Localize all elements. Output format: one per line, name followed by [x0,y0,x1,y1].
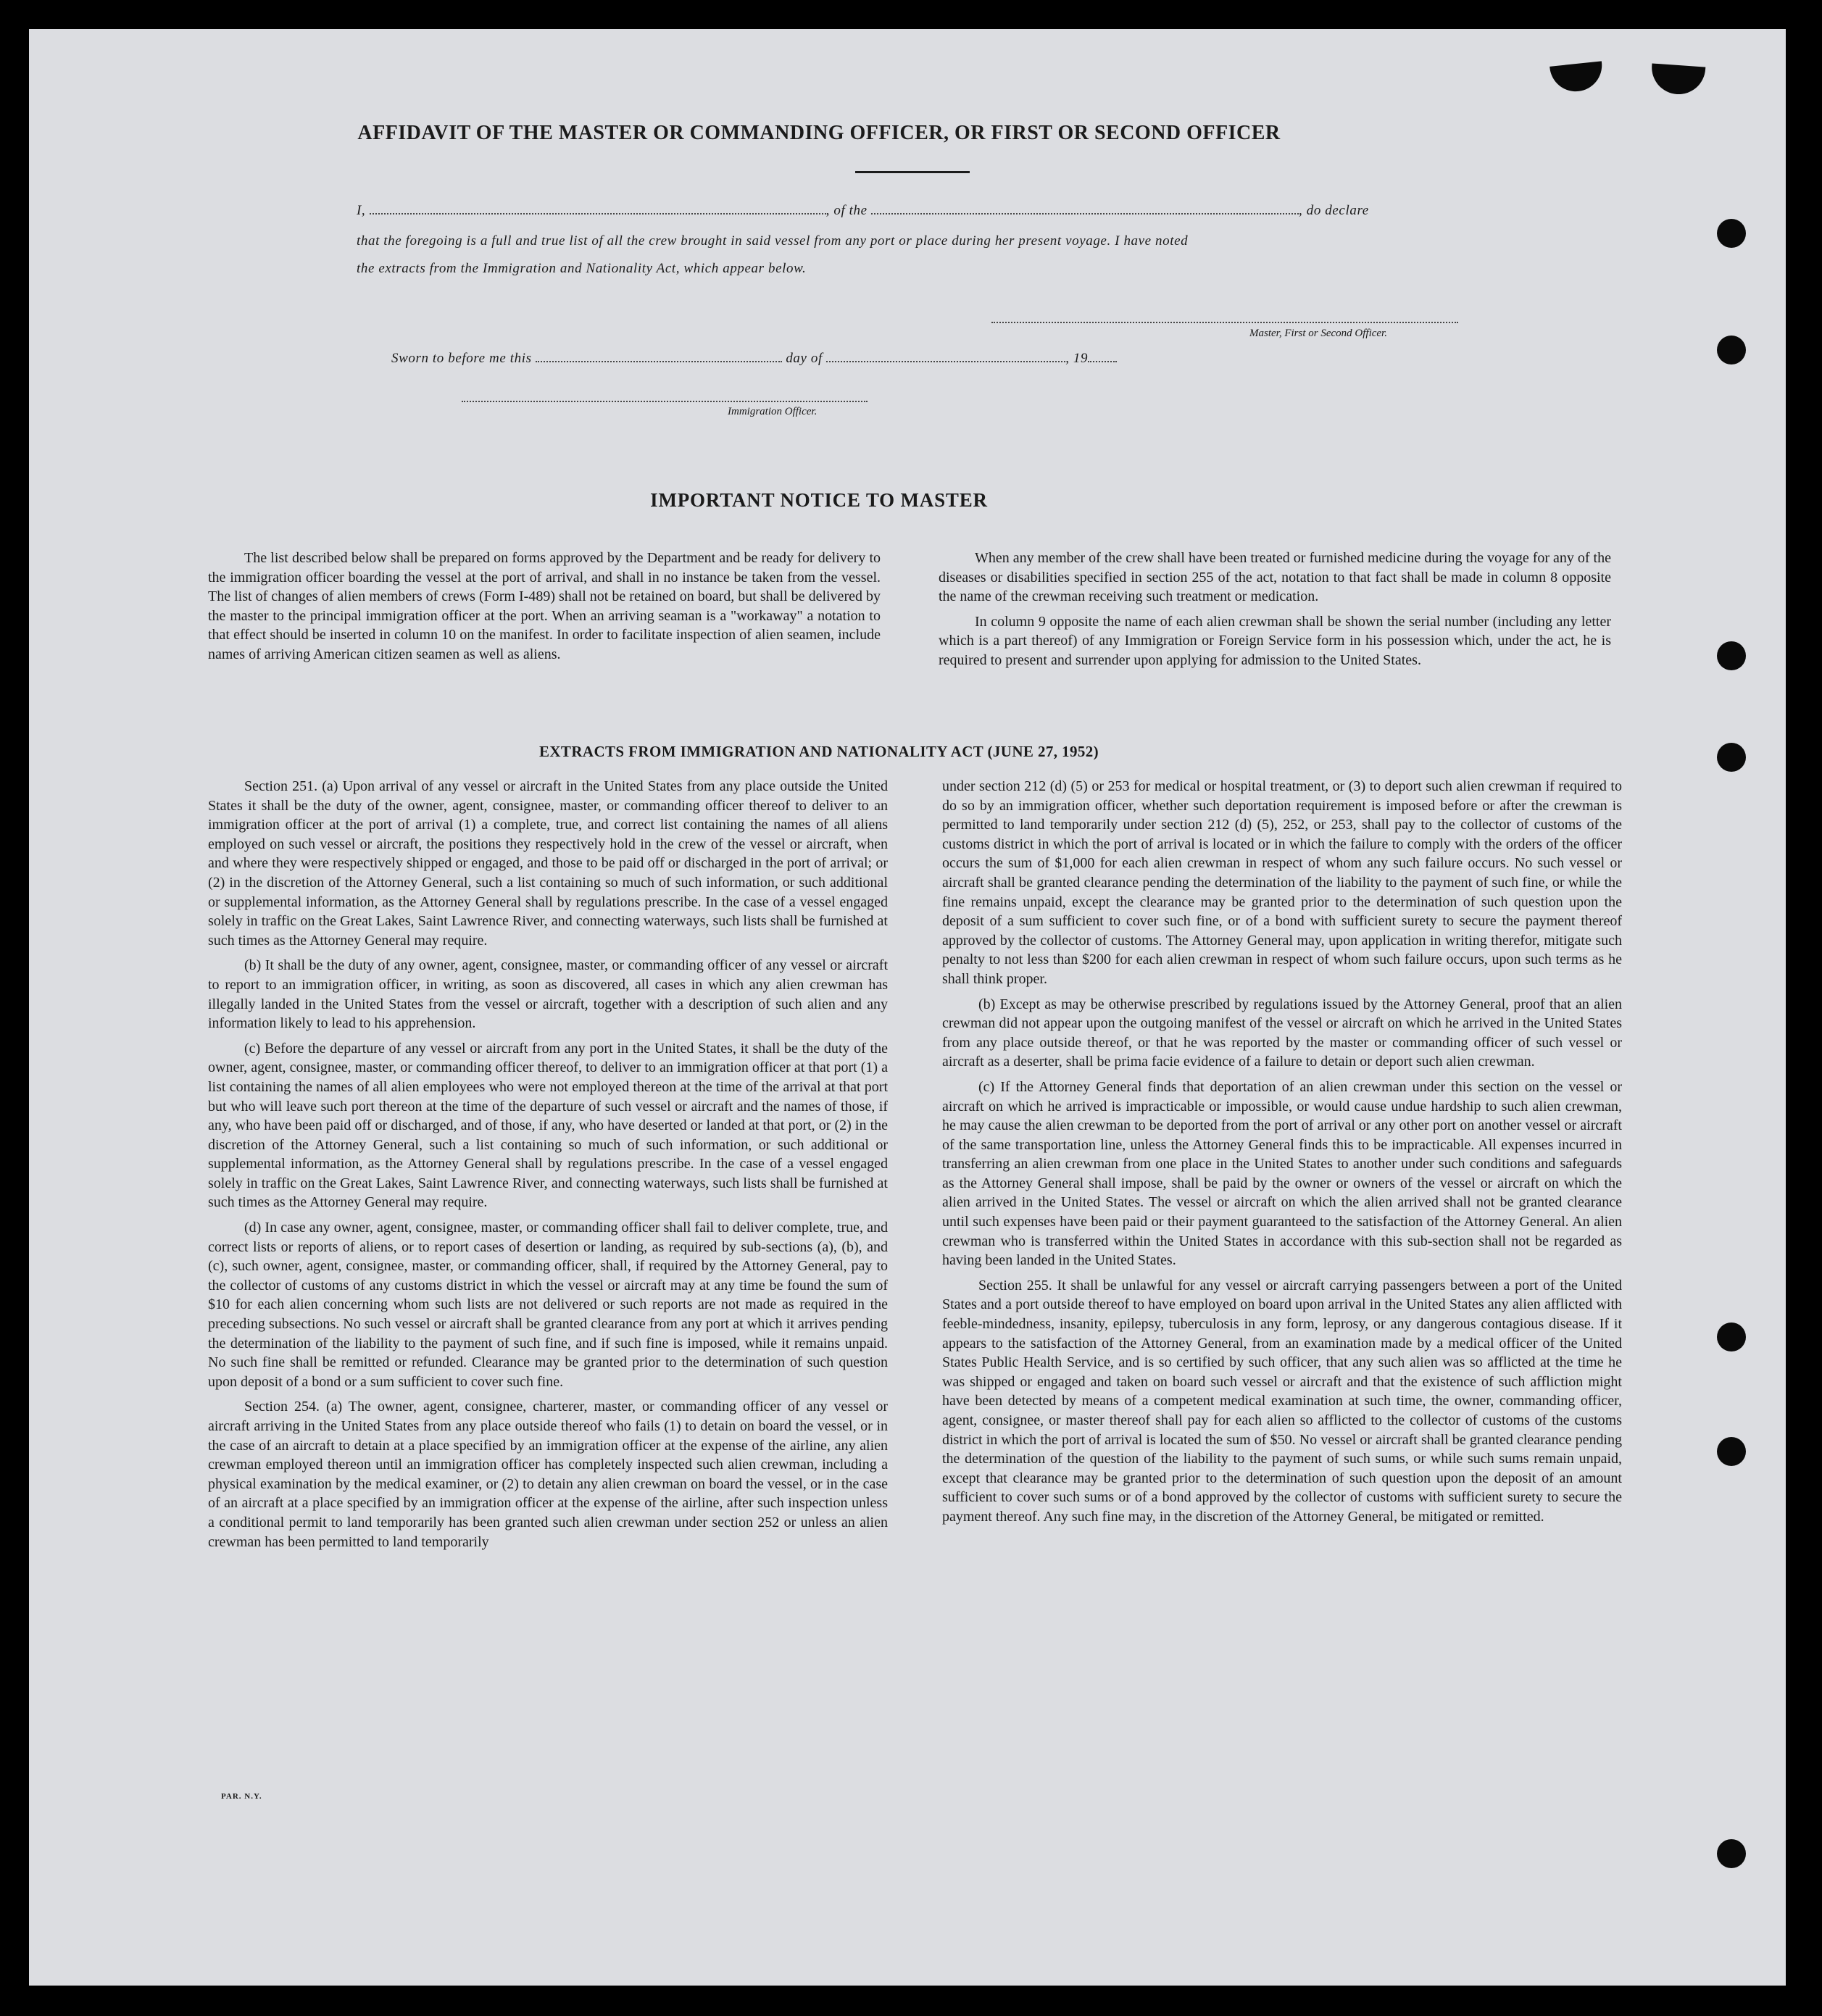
decl-of-the-label: , of the [825,203,868,218]
binder-hole-6 [1717,1437,1746,1466]
binder-hole-3 [1717,641,1746,670]
year-label: , 19 [1065,351,1089,366]
officer-signature-label: Immigration Officer. [728,406,818,417]
declaration-line-3: the extracts from the Immigration and Nationality Act, which appear below. [357,261,807,276]
title-divider [855,171,970,173]
decl-do-declare-label: , do declare [1299,203,1369,218]
section-254-b: (b) Except as may be otherwise prescribed by regulations issued by the Attorney General, proof that an alien crewman did not appear upon the outgoing manifest of the vessel or aircraft on which he arrived in the United States from any place outside thereof, or that he was reported by the master or commanding officer of such vessel or aircraft as a deserter, shall be prima facie evidence of a failure to detain or deport such alien crewman. [942,996,1622,1070]
declaration-line-2: that the foregoing is a full and true list of all the crew brought in said vessel from any port or place during her present voyage. I have noted [357,233,1189,249]
section-251-c: (c) Before the departure of any vessel or aircraft from any port in the United States, it shall be the duty of the owner, agent, consignee, master, or commanding officer thereof, to deliver to an immigration officer at that port (1) a list containing the names of all alien employees who were not employed thereon at the time of the arrival at that port but who will leave such port thereon at the time of the departure of such vessel or aircraft and the names of those, if any, who have been paid off or discharged, and of those, if any, who have deserted or landed at that port, or (2) in the discretion of the Attorney General, such a list containing so much of such information, or such additional or supplemental information, as the Attorney General shall by regulations prescribe. In the case of a vessel engaged solely in traffic on the Great Lakes, Saint Lawrence River, and connecting waterways, such lists shall be furnished at such times as the Attorney General may require. [208,1040,888,1211]
printer-mark: PAR. N.Y. [221,1792,262,1801]
page-notch-left [1549,61,1605,93]
binder-hole-1 [1717,219,1746,248]
name-field[interactable] [370,213,826,214]
notice-left-paragraph: The list described below shall be prepared on forms approved by the Department and be ready for delivery to the immigration officer boarding the vessel at the port of arrival, and shall in no instance be taken from the vessel. The list of changes of alien members of crews (Form I-489) shall not be retained on board, but shall be delivered by the master to the principal immigration officer at the port. When an arriving seaman is a "workaway" a notation to that effect should be inserted in column 10 on the manifest. In order to facilitate inspection of alien seamen, include names of arriving American citizen seamen as well as aliens. [208,550,881,662]
section-254-a: Section 254. (a) The owner, agent, consignee, charterer, master, or commanding officer of any vessel or aircraft arriving in the United States from any place outside thereof who fails (1) to detain on board the vessel, or in the case of an aircraft to detain at a place specified by an immigration officer at the expense of the airline, any alien crewman employed thereon until an immigration officer has completely inspected such alien crewman, including a physical examination by the medical examiner, or (2) to detain any alien crewman on board the vessel, or in the case of an aircraft at a place specified by an immigration officer at the expense of the airline, after such inspection unless a conditional permit to land temporarily has been granted such alien crewman under section 252 or unless an alien crewman has been permitted to land temporarily [208,1399,888,1550]
section-251-d: (d) In case any owner, agent, consignee, master, or commanding officer shall fail to deliver complete, true, and correct lists or reports of aliens, or to report cases of desertion or landing, as required by sub-sections (a), (b), and (c), such owner, agent, consignee, master, or commanding officer, shall, if required by the Attorney General, pay to the collector of customs of any customs district in which the vessel or aircraft may at any time be found the sum of $10 for each alien concerning whom such lists are not delivered or such reports are not made as required in the preceding subsections. No such vessel or aircraft shall be granted clearance from any port at which it arrives pending the determination of the liability to the payment of such fine, and if such fine is imposed, while it remains unpaid. No such fine shall be remitted or refunded. Clearance may be granted prior to the determination of such question upon deposit of a bond or a sum sufficient to cover such fine. [208,1220,888,1390]
sworn-year-field[interactable] [1088,361,1117,362]
document-page [29,29,1786,1986]
affidavit-title: AFFIDAVIT OF THE MASTER OR COMMANDING OFFICER, OR FIRST OR SECOND OFFICER [357,122,1281,144]
binder-hole-5 [1717,1323,1746,1351]
officer-signature-field[interactable] [462,401,868,402]
extracts-left-column [208,777,888,1557]
extracts-title: EXTRACTS FROM IMMIGRATION AND NATIONALITY ACT (JUNE 27, 1952) [538,743,1099,760]
binder-hole-4 [1717,743,1746,772]
sworn-day-field[interactable] [536,361,782,362]
master-signature-field[interactable] [991,322,1458,323]
notice-left-column [208,549,881,670]
vessel-field[interactable] [871,213,1299,214]
binder-hole-2 [1717,336,1746,365]
declaration-line-1 [357,203,1516,219]
notice-title: IMPORTANT NOTICE TO MASTER [650,489,988,511]
notice-right-paragraph-1: When any member of the crew shall have been treated or furnished medicine during the voyage for any of the diseases or disabilities specified in section 255 of the act, notation to that fact shall be made in column 8 opposite the name of the crewman receiving such treatment or medication. [939,550,1611,605]
section-251-b: (b) It shall be the duty of any owner, agent, consignee, master, or commanding officer of any vessel or aircraft to report to an immigration officer, in writing, as soon as discovered, all cases in which any alien crewman has illegally landed in the United States from the vessel or aircraft, together with a description of such alien and any information likely to lead to his apprehension. [208,957,888,1032]
extracts-right-column [942,777,1622,1533]
sworn-line [391,351,1551,367]
decl-i-label: I, [357,203,366,218]
sworn-month-field[interactable] [826,361,1065,362]
section-251-a: Section 251. (a) Upon arrival of any vessel or aircraft in the United States from any place outside the United States it shall be the duty of the owner, agent, consignee, master, or commanding officer thereof to deliver to an immigration officer at the port of arrival (1) a complete, true, and correct list containing the names of all aliens employed on such vessel or aircraft, the positions they respectively hold in the crew of the vessel or aircraft, when and where they were respectively shipped or engaged, and those to be paid off or discharged in the port of arrival; or (2) in the discretion of the Attorney General, such a list containing so much of such information, or such additional or supplemental information, as the Attorney General shall by regulations prescribe. In the case of a vessel engaged solely in traffic on the Great Lakes, Saint Lawrence River, and connecting waterways, such lists shall be furnished at such times as the Attorney General may require. [208,778,888,949]
section-254-a-cont: under section 212 (d) (5) or 253 for medical or hospital treatment, or (3) to deport such alien crewman if required to do so by an immigration officer, whether such deportation requirement is imposed before or after the crewman is permitted to land temporarily under section 212 (d) (5), 252, or 253, shall pay to the collector of customs of the customs district in which the port of arrival is located or in which the failure to comply with the orders of the officer occurs the sum of $1,000 for each alien crewman in respect of whom any such failure occurs. No such vessel or aircraft shall be granted clearance pending the determination of the liability to the payment of such fine, or while the fine remains unpaid, except the clearance may be granted prior to the determination of such question upon the deposit of a sum sufficient to cover such fine, or of a bond with sufficient surety to secure the payment thereof approved by the collector of customs. The Attorney General may, upon application in writing therefor, mitigate such penalty to not less than $200 for each alien crewman in respect of whom such failure occurs, upon such terms as he shall think proper. [942,778,1622,987]
section-255: Section 255. It shall be unlawful for any vessel or aircraft carrying passengers between a port of the United States and a port outside thereof to have employed on board upon arrival in the United States any alien afflicted with feeble-mindedness, insanity, epilepsy, tuberculosis in any form, leprosy, or any dangerous contagious disease. If it appears to the satisfaction of the Attorney General, from an examination made by a medical officer of the United States Public Health Service, and is so certified by such officer, that any such alien was so afflicted at the time he was shipped or engaged and taken on board such vessel or aircraft and that the existence of such affliction might have been detected by means of a competent medical examination at such time, the owner, commanding officer, agent, consignee, or master thereof shall pay for each alien so afflicted to the collector of customs of the customs district in which the port of arrival is located the sum of $50. No vessel or aircraft shall be granted clearance pending the determination of the question of the liability to the payment of such sums, or while such sums remain unpaid, except that clearance may be granted prior to the determination of such question upon the deposit of an amount sufficient to cover such sums or of a bond approved by the collector of customs with sufficient surety to secure the payment thereof. Any such fine may, in the discretion of the Attorney General, be mitigated or remitted. [942,1277,1622,1525]
page-notch-right [1650,63,1706,96]
notice-right-paragraph-2: In column 9 opposite the name of each alien crewman shall be shown the serial number (including any letter which is a part thereof) of any Immigration or Foreign Service form in his possession which, under the act, he is required to present and surrender upon applying for admission to the United States. [939,613,1611,668]
section-254-c: (c) If the Attorney General finds that deportation of an alien crewman under this section on the vessel or aircraft on which he arrived is impracticable or impossible, or would cause undue hardship to such alien crewman, he may cause the alien crewman to be deported from the port of arrival or any other port on another vessel or aircraft of the same transportation line, unless the Attorney General finds this to be impracticable. All expenses incurred in transferring an alien crewman from one place in the United States to another under such conditions and safeguards as the Attorney General shall impose, shall be paid by the owner or owners of the vessel or aircraft on which the alien arrived in the United States. The vessel or aircraft on which the alien arrived shall not be granted clearance until such expenses have been paid or their payment guaranteed to the satisfaction of the Attorney General. An alien crewman who is transferred within the United States in accordance with this sub-section shall not be regarded as having been landed in the United States. [942,1078,1622,1269]
day-of-label: day of [786,351,823,366]
binder-hole-7 [1717,1839,1746,1868]
notice-right-column [939,549,1611,676]
sworn-label: Sworn to before me this [391,351,532,366]
master-signature-label: Master, First or Second Officer. [1249,328,1387,339]
